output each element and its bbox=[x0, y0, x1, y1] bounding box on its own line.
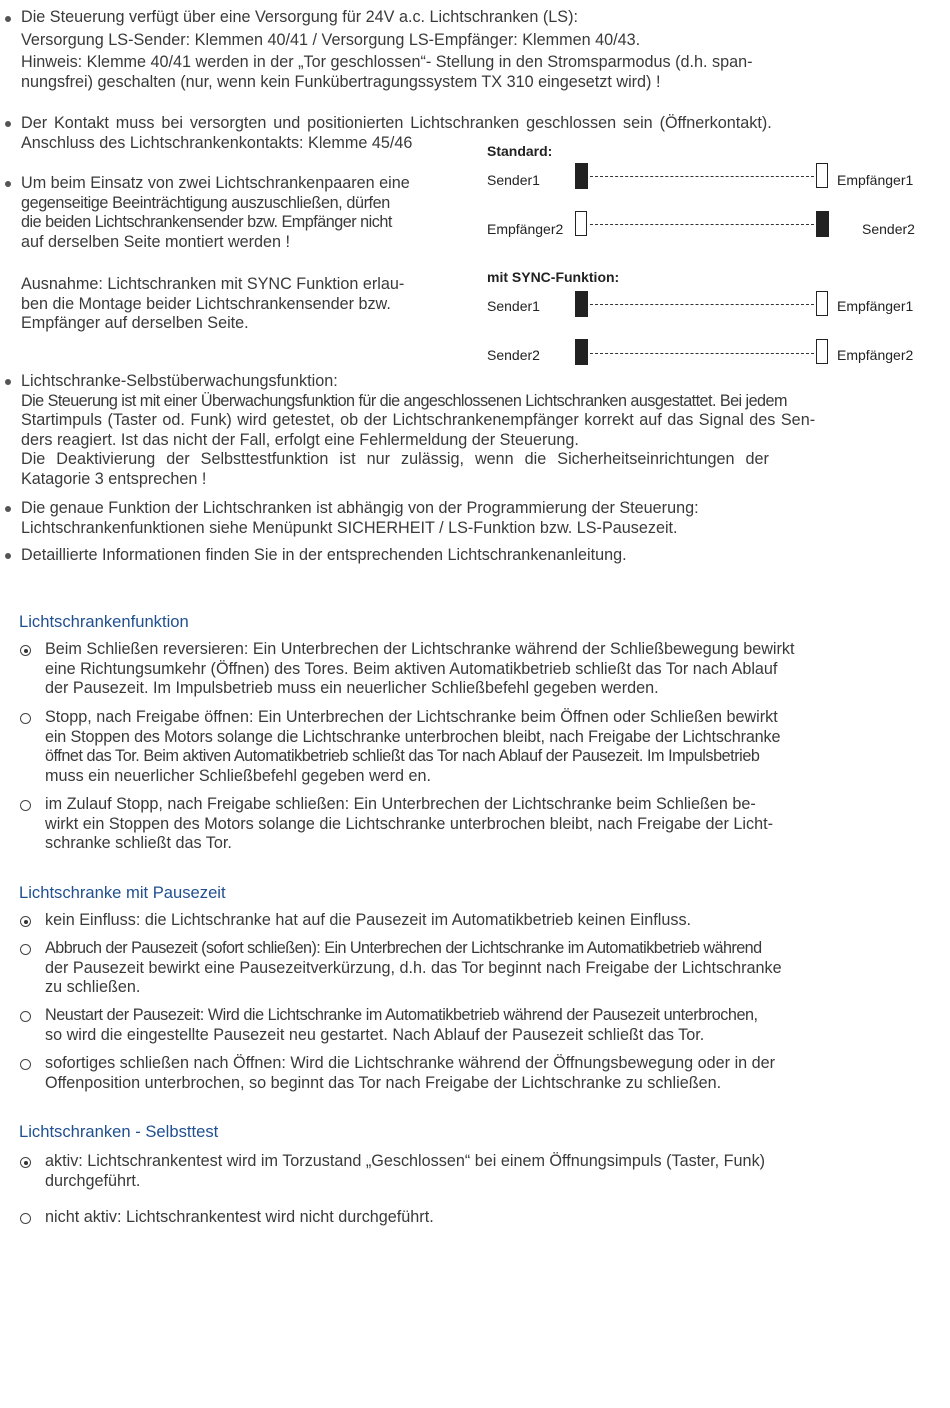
diagram-label: Empfänger1 bbox=[837, 172, 914, 188]
diagram-label: Sender2 bbox=[862, 221, 915, 237]
text-line: Der Kontakt muss bei versorgten und positionierten Lichtschranken geschlossen sein (Öffnerkontakt). bbox=[21, 114, 772, 132]
sender-block-icon bbox=[575, 339, 588, 365]
diagram-standard-title: Standard: bbox=[487, 143, 553, 159]
text-line: aktiv: Lichtschrankentest wird im Torzustand „Geschlossen“ bei einem Öffnungsimpuls (Taster, Funk) bbox=[45, 1152, 766, 1170]
text-line: Katagorie 3 entsprechen ! bbox=[21, 469, 207, 488]
option-abort-pause bbox=[45, 939, 915, 998]
bullet-contact bbox=[21, 114, 916, 153]
text-line: Ausnahme: Lichtschranken mit SYNC Funktion erlau- bbox=[21, 275, 405, 293]
diagram-sync-title: mit SYNC-Funktion: bbox=[487, 269, 620, 285]
text-line: Hinweis: Klemme 40/41 werden in der „Tor geschlossen“- Stellung in den Stromsparmodus (d.h. span- bbox=[21, 53, 753, 72]
text-line: Die Deaktivierung der Selbsttestfunktion ist nur zulässig, wenn die Sicherheitseinrichtungen der bbox=[21, 450, 769, 469]
option-reverse-on-close bbox=[45, 640, 915, 699]
text-line: Die Steuerung verfügt über eine Versorgung für 24V a.c. Lichtschranken (LS): bbox=[21, 8, 578, 26]
diagram-label: Empfänger2 bbox=[837, 347, 914, 363]
beam-line bbox=[590, 353, 814, 354]
receiver-block-icon bbox=[816, 339, 828, 364]
section-title-self-test: Lichtschranken - Selbsttest bbox=[19, 1122, 219, 1141]
bullet-marker bbox=[5, 506, 11, 512]
receiver-block-icon bbox=[816, 291, 828, 316]
text-line: die beiden Lichtschrankensender bzw. Empfänger nicht bbox=[21, 213, 392, 232]
option-no-influence bbox=[45, 911, 915, 931]
text-line: Versorgung LS-Sender: Klemmen 40/41 / Versorgung LS-Empfänger: Klemmen 40/43. bbox=[21, 30, 641, 49]
text-line: wirkt ein Stoppen des Motors solange die Lichtschranke unterbrochen bleibt, nach Freigabe der Licht- bbox=[45, 814, 773, 833]
bullet-marker bbox=[5, 181, 11, 187]
section-title-light-barrier-function: Lichtschrankenfunktion bbox=[19, 612, 189, 631]
text-line: Startimpuls (Taster od. Funk) wird getestet, ob der Lichtschrankenempfänger korrekt auf das Signal des Sen- bbox=[21, 411, 816, 430]
text-line: ben die Montage beider Lichtschrankensender bzw. bbox=[21, 294, 391, 313]
text-line: Die Steuerung ist mit einer Überwachungsfunktion für die angeschlossenen Lichtschranken ausgestattet. Bei jedem bbox=[21, 391, 787, 410]
receiver-block-icon bbox=[575, 211, 587, 236]
bullet-two-pairs bbox=[21, 174, 463, 252]
bullet-marker bbox=[5, 121, 11, 127]
text-line: ders reagiert. Ist das nicht der Fall, erfolgt eine Fehlermeldung der Steuerung. bbox=[21, 430, 579, 449]
text-line: muss ein neuerlicher Schließbefehl gegeben werd en. bbox=[45, 766, 432, 785]
text-line: der Pausezeit bewirkt eine Pausezeitverkürzung, d.h. das Tor beginnt nach Freigabe der Lichtschranke bbox=[45, 958, 782, 977]
bullet-self-monitoring bbox=[21, 372, 916, 490]
text-line: Abbruch der Pausezeit (sofort schließen): Ein Unterbrechen der Lichtschranke im Automatikbetrieb während bbox=[45, 939, 762, 957]
text-line: Detaillierte Informationen finden Sie in der entsprechenden Lichtschrankenanleitung. bbox=[21, 546, 627, 564]
text-line: ein Stoppen des Motors solange die Lichtschranke unterbrochen bleibt, nach Freigabe der Lichtschranke bbox=[45, 727, 781, 746]
text-line: sofortiges schließen nach Öffnen: Wird die Lichtschranke während der Öffnungsbewegung oder in der bbox=[45, 1054, 776, 1072]
option-self-test-active bbox=[45, 1152, 915, 1191]
text-line: gegenseitige Beeinträchtigung auszuschließen, dürfen bbox=[21, 193, 390, 212]
diagram-label: Sender1 bbox=[487, 298, 540, 314]
text-line: Anschluss des Lichtschrankenkontakts: Klemme 45/46 bbox=[21, 133, 413, 152]
text-line: Empfänger auf derselben Seite. bbox=[21, 314, 249, 333]
text-line: Lichtschrankenfunktionen siehe Menüpunkt SICHERHEIT / LS-Funktion bzw. LS-Pausezeit. bbox=[21, 518, 678, 537]
diagram-label: Empfänger1 bbox=[837, 298, 914, 314]
diagram-label: Empfänger2 bbox=[487, 221, 564, 237]
text-line: Neustart der Pausezeit: Wird die Lichtschranke im Automatikbetrieb während der Pausezeit unterbrochen, bbox=[45, 1006, 758, 1024]
text-line: der Pausezeit. Im Impulsbetrieb muss ein neuerlicher Schließbefehl gegeben werden. bbox=[45, 679, 659, 698]
exception-note bbox=[21, 275, 463, 334]
radio-selected-icon[interactable] bbox=[20, 1157, 31, 1168]
text-line: Stopp, nach Freigabe öffnen: Ein Unterbrechen der Lichtschranke beim Öffnen oder Schließen bewirkt bbox=[45, 708, 778, 726]
option-stop-close bbox=[45, 795, 915, 854]
radio-selected-icon[interactable] bbox=[20, 916, 31, 927]
sender-block-icon bbox=[575, 291, 588, 317]
bullet-marker bbox=[5, 553, 11, 559]
text-line: Die genaue Funktion der Lichtschranken ist abhängig von der Programmierung der Steuerung: bbox=[21, 499, 699, 517]
radio-unselected-icon[interactable] bbox=[20, 1059, 31, 1070]
radio-unselected-icon[interactable] bbox=[20, 944, 31, 955]
bullet-marker bbox=[5, 379, 11, 385]
option-stop-open bbox=[45, 708, 915, 786]
sender-block-icon bbox=[575, 163, 588, 189]
text-line: zu schließen. bbox=[45, 978, 141, 997]
bullet-programming bbox=[21, 499, 916, 538]
diagram-label: Sender1 bbox=[487, 172, 540, 188]
text-line: Um beim Einsatz von zwei Lichtschrankenpaaren eine bbox=[21, 174, 410, 192]
text-line: schranke schließt das Tor. bbox=[45, 834, 232, 853]
beam-line bbox=[590, 224, 814, 225]
text-line: Offenposition unterbrochen, so beginnt das Tor nach Freigabe der Lichtschranke zu schließen. bbox=[45, 1073, 722, 1092]
radio-unselected-icon[interactable] bbox=[20, 713, 31, 724]
text-line: durchgeführt. bbox=[45, 1171, 141, 1190]
option-restart-pause bbox=[45, 1006, 915, 1045]
text-line: Beim Schließen reversieren: Ein Unterbrechen der Lichtschranke während der Schließbewegung bewirkt bbox=[45, 640, 795, 658]
section-title-pause-time: Lichtschranke mit Pausezeit bbox=[19, 883, 226, 902]
bullet-details bbox=[21, 546, 916, 566]
text-line: nicht aktiv: Lichtschrankentest wird nicht durchgeführt. bbox=[45, 1208, 434, 1226]
text-line: kein Einfluss: die Lichtschranke hat auf die Pausezeit im Automatikbetrieb keinen Einfluss. bbox=[45, 911, 692, 929]
text-line: auf derselben Seite montiert werden ! bbox=[21, 232, 291, 251]
text-line: eine Richtungsumkehr (Öffnen) des Tores. Beim aktiven Automatikbetrieb schließt das Tor nach Ablauf bbox=[45, 659, 778, 678]
diagram-label: Sender2 bbox=[487, 347, 540, 363]
radio-selected-icon[interactable] bbox=[20, 645, 31, 656]
option-close-after-open bbox=[45, 1054, 915, 1093]
beam-line bbox=[590, 176, 814, 177]
beam-line bbox=[590, 304, 814, 305]
radio-unselected-icon[interactable] bbox=[20, 1213, 31, 1224]
text-line: im Zulauf Stopp, nach Freigabe schließen: Ein Unterbrechen der Lichtschranke beim Schließen be- bbox=[45, 795, 756, 813]
text-line: nungsfrei) geschalten (nur, wenn kein Funkübertragungssystem TX 310 eingesetzt wird) ! bbox=[21, 72, 661, 91]
bullet-marker bbox=[5, 16, 11, 22]
radio-unselected-icon[interactable] bbox=[20, 800, 31, 811]
radio-unselected-icon[interactable] bbox=[20, 1011, 31, 1022]
text-line: öffnet das Tor. Beim aktiven Automatikbetrieb schließt das Tor nach Ablauf der Pausezeit. Im Impulsbetrieb bbox=[45, 747, 760, 766]
bullet-power-supply bbox=[21, 8, 916, 92]
option-self-test-inactive bbox=[45, 1208, 915, 1228]
sender-block-icon bbox=[816, 211, 829, 237]
receiver-block-icon bbox=[816, 163, 828, 188]
text-line: so wird die eingestellte Pausezeit neu gestartet. Nach Ablauf der Pausezeit schließt das Tor. bbox=[45, 1025, 705, 1044]
text-line: Lichtschranke-Selbstüberwachungsfunktion: bbox=[21, 372, 338, 390]
